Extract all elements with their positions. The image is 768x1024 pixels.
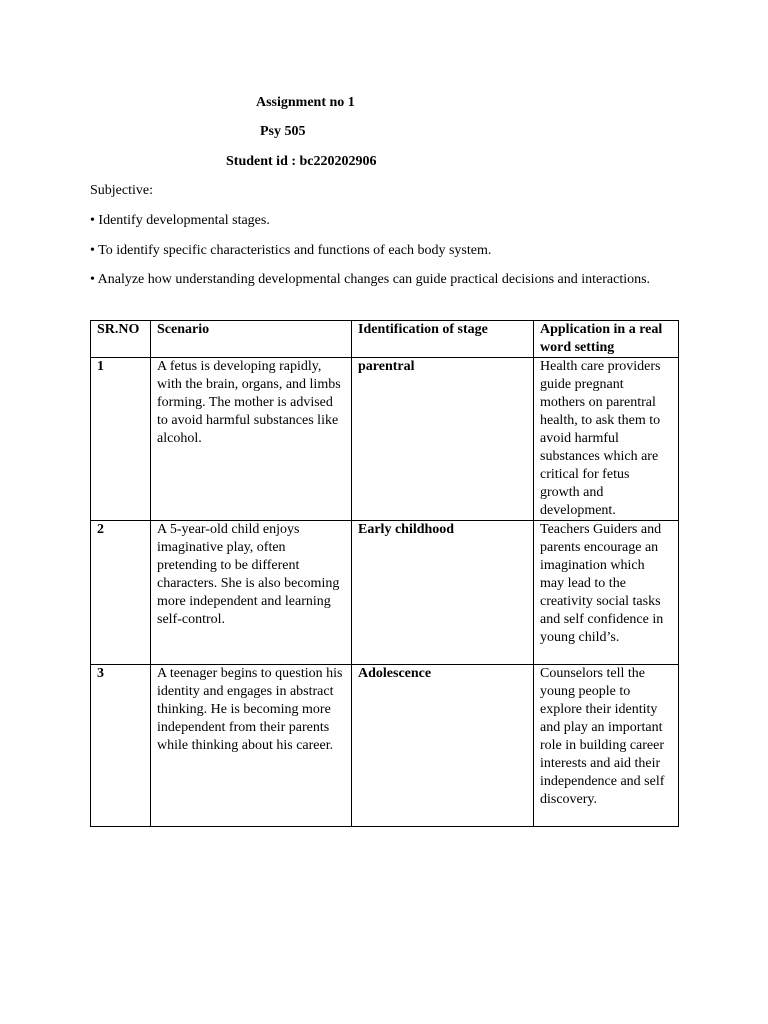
row-stage: parentral: [352, 358, 534, 521]
row-application: Health care providers guide pregnant mothers on parentral health, to ask them to avoid harmful substances which are critical for fetus growth and development.: [534, 358, 679, 521]
objective-bullet-1: • Identify developmental stages.: [90, 213, 270, 228]
row-stage: Early childhood: [352, 521, 534, 665]
student-id: Student id : bc220202906: [226, 154, 377, 169]
objective-bullet-2: • To identify specific characteristics and functions of each body system.: [90, 243, 492, 258]
subjective-label: Subjective:: [90, 183, 153, 198]
row-number: 1: [91, 358, 151, 521]
table-row: [91, 521, 679, 665]
row-application: Counselors tell the young people to explore their identity and play an important role in building career interests and aid their independence and self discovery.: [534, 665, 679, 827]
objective-bullet-3: • Analyze how understanding developmental changes can guide practical decisions and interactions.: [90, 272, 651, 287]
table-row: [91, 358, 679, 521]
developmental-stages-table: [90, 320, 679, 827]
row-number: 2: [91, 521, 151, 665]
header-identification-of-stage: Identification of stage: [352, 321, 534, 358]
row-scenario: A teenager begins to question his identity and engages in abstract thinking. He is becoming more independent from their parents while thinking about his career.: [151, 665, 352, 827]
table-row: [91, 665, 679, 827]
row-application: Teachers Guiders and parents encourage an imagination which may lead to the creativity social tasks and self confidence in young child’s.: [534, 521, 679, 665]
course-code: Psy 505: [260, 124, 306, 139]
row-scenario: A fetus is developing rapidly, with the brain, organs, and limbs forming. The mother is advised to avoid harmful substances like alcohol.: [151, 358, 352, 521]
header-sr-no: SR.NO: [91, 321, 151, 358]
row-stage: Adolescence: [352, 665, 534, 827]
assignment-title: Assignment no 1: [256, 95, 355, 110]
row-scenario: A 5-year-old child enjoys imaginative play, often pretending to be different characters. She is also becoming more independent and learning self-control.: [151, 521, 352, 665]
header-application: Application in a real word setting: [534, 321, 679, 358]
header-scenario: Scenario: [151, 321, 352, 358]
table-header-row: [91, 321, 679, 358]
row-number: 3: [91, 665, 151, 827]
